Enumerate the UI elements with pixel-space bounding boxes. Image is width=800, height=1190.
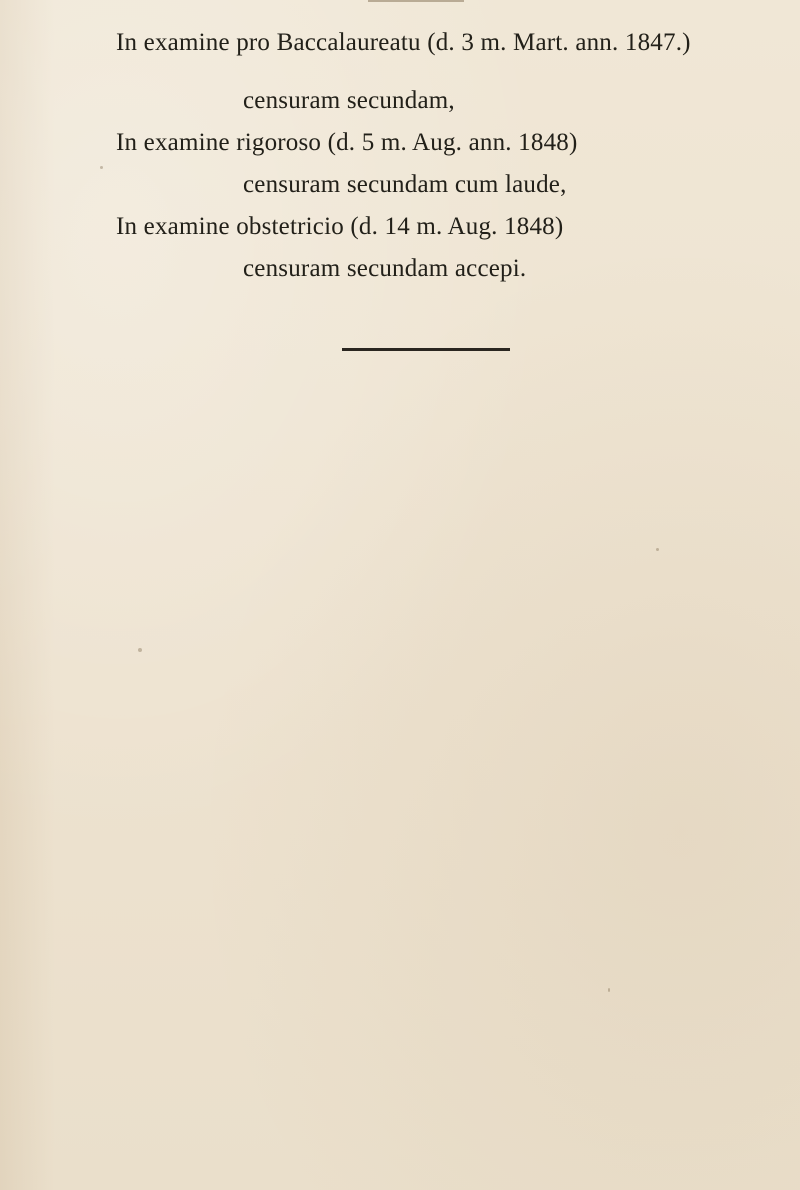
paper-speck xyxy=(608,988,610,992)
text-line-6: censuram secundam accepi. xyxy=(243,255,527,282)
text-line-5: In examine obstetricio (d. 14 m. Aug. 1848) xyxy=(116,213,564,240)
text-line-2: censuram secundam, xyxy=(243,87,455,114)
paper-speck xyxy=(656,548,659,551)
text-line-1: In examine pro Baccalaureatu (d. 3 m. Mart. ann. 1847.) xyxy=(116,29,691,56)
text-line-4: censuram secundam cum laude, xyxy=(243,171,567,198)
paper-speck xyxy=(138,648,142,652)
section-divider xyxy=(342,348,510,351)
top-divider xyxy=(368,0,464,2)
paper-speck xyxy=(100,166,103,169)
text-line-3: In examine rigoroso (d. 5 m. Aug. ann. 1848) xyxy=(116,129,578,156)
